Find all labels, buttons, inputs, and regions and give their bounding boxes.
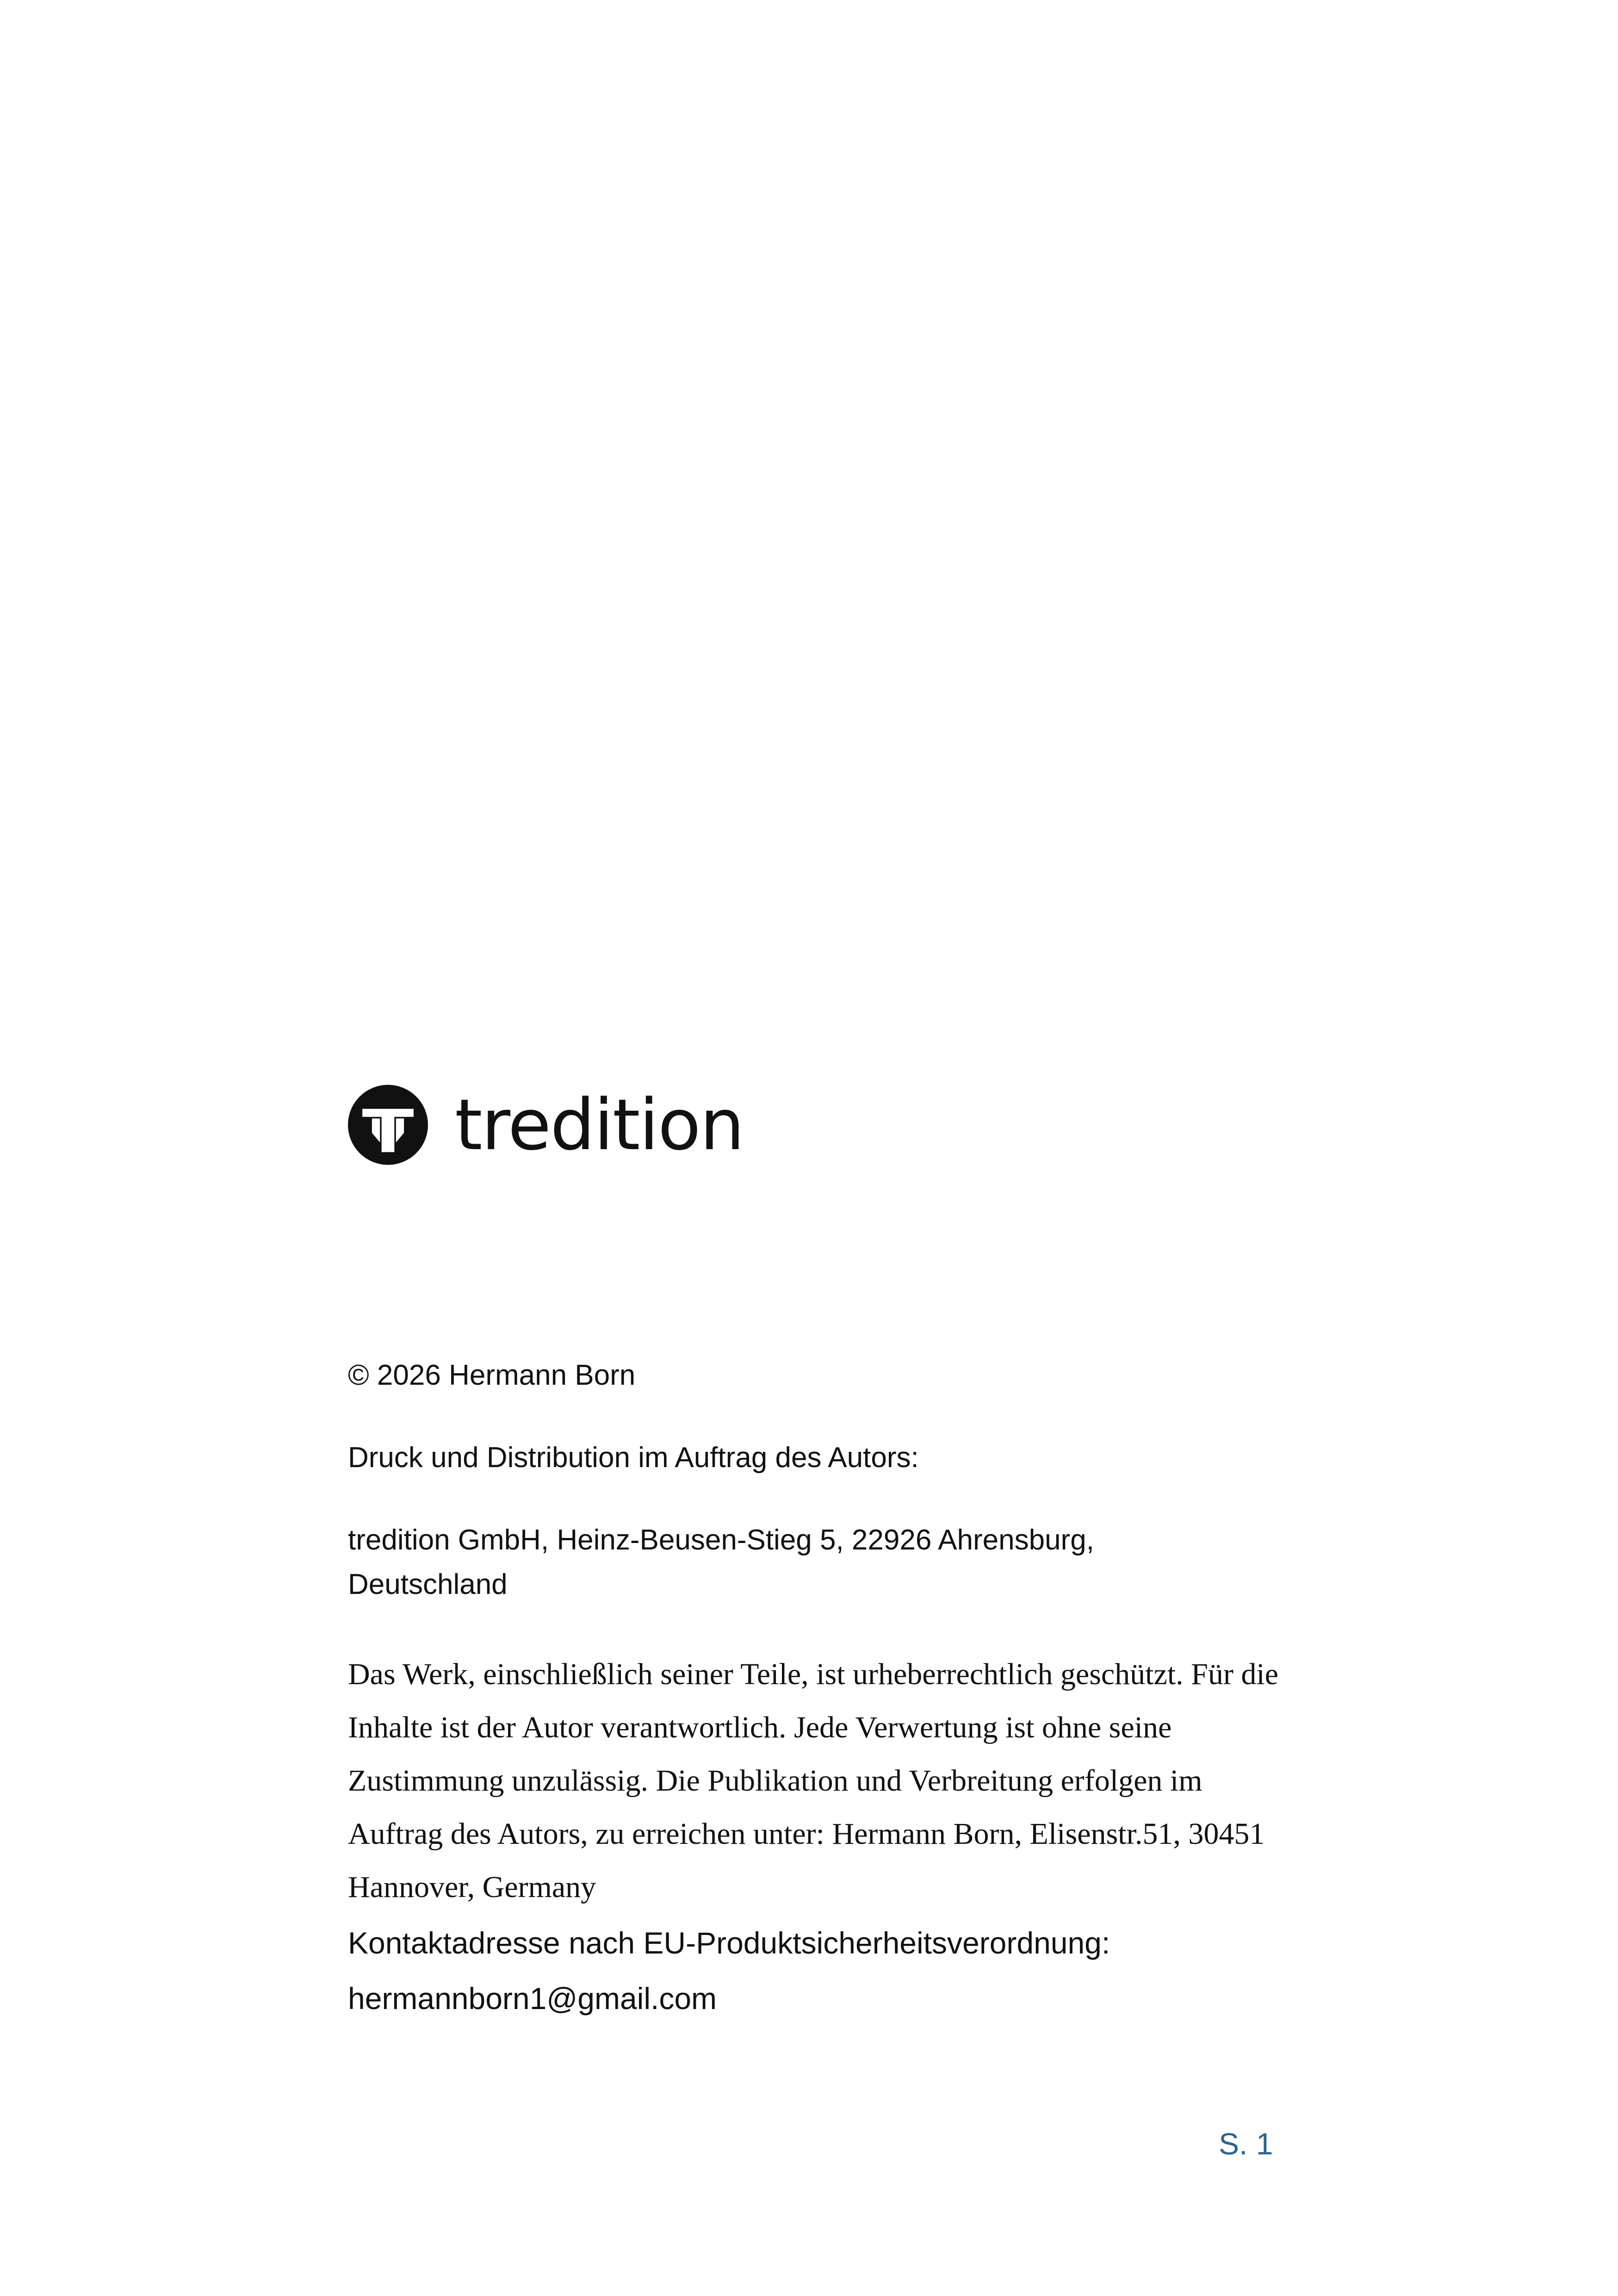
rights-paragraph: Das Werk, einschließlich seiner Teile, ist urheberrechtlich geschützt. Für die Inhalte ist der Autor verantwortlich. Jede Verwertung ist ohne seine Zustimmung unzulässig. Die Publikation und Verbreitung erfolgen im Auftrag des Autors, zu erreichen unter: Hermann Born, Elisenstr.51, 30451 Hannover, Germany — [348, 1657, 1278, 1904]
tredition-t-logo-icon — [348, 1085, 428, 1165]
contact-label: Kontaktadresse nach EU-Produktsicherheitsverordnung: — [348, 1926, 1110, 1960]
page-number: S. 1 — [1219, 2127, 1273, 2161]
publisher-address-line-2: Deutschland — [348, 1568, 508, 1600]
contact-email: hermannborn1@gmail.com — [348, 1981, 717, 2016]
publisher-wordmark: tredition — [455, 1083, 744, 1166]
print-distribution-note: Druck und Distribution im Auftrag des Autors: — [348, 1442, 919, 1474]
publisher-logo — [348, 1082, 744, 1168]
publisher-address-line-1: tredition GmbH, Heinz-Beusen-Stieg 5, 22926 Ahrensburg, — [348, 1524, 1094, 1556]
copyright-line: © 2026 Hermann Born — [348, 1359, 636, 1391]
